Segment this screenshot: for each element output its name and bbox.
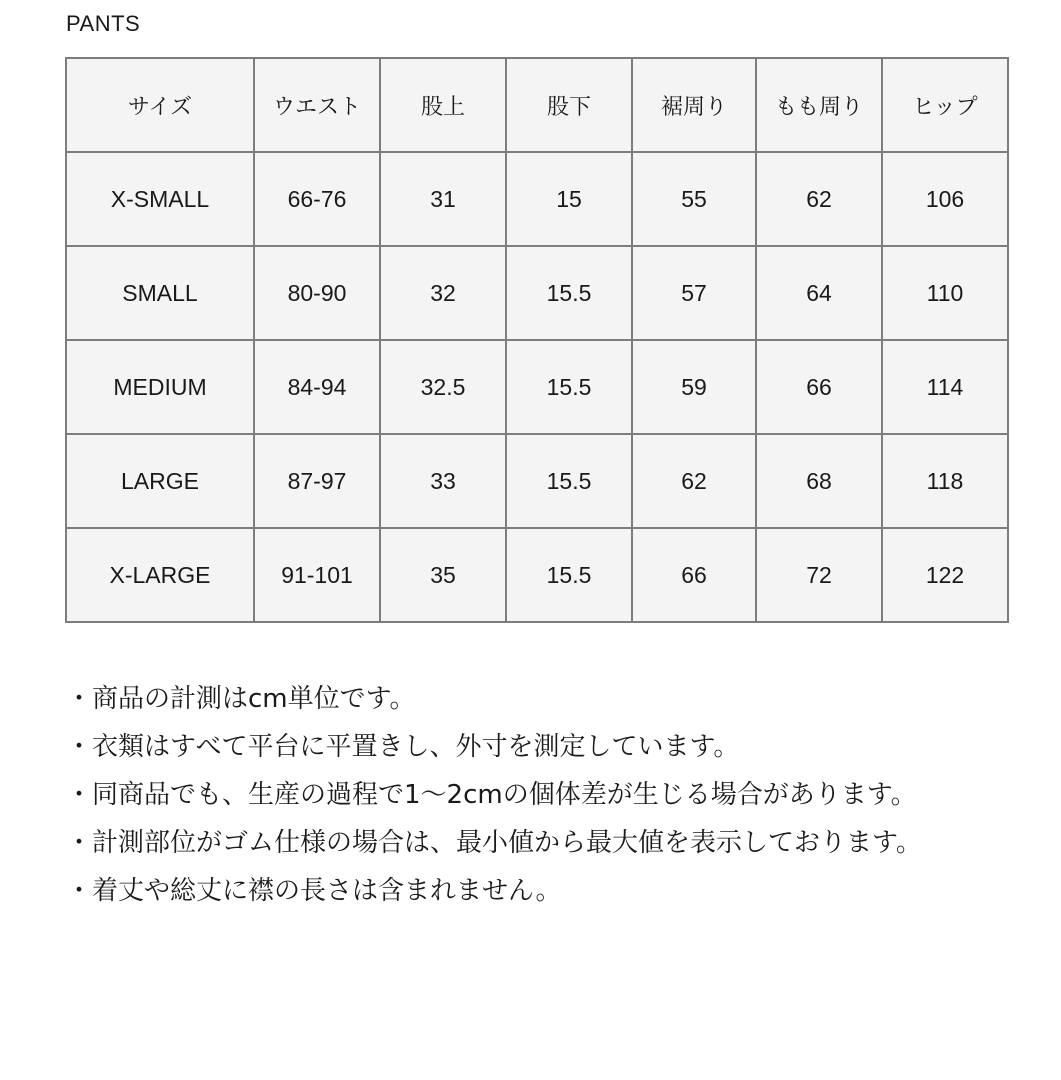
hip-cell: 106 bbox=[882, 152, 1008, 246]
table-header-row bbox=[66, 58, 1008, 152]
hem-cell: 62 bbox=[632, 434, 756, 528]
header-size: サイズ bbox=[66, 58, 254, 152]
header-waist: ウエスト bbox=[254, 58, 380, 152]
note-variance: ・同商品でも、生産の過程で1〜2cmの個体差が生じる場合があります。 bbox=[66, 780, 917, 810]
hem-cell: 59 bbox=[632, 340, 756, 434]
inseam-cell: 15.5 bbox=[506, 528, 632, 622]
thigh-cell: 64 bbox=[756, 246, 882, 340]
table-row bbox=[66, 528, 1008, 622]
size-chart-table bbox=[65, 57, 1009, 623]
hip-cell: 110 bbox=[882, 246, 1008, 340]
header-hip: ヒップ bbox=[882, 58, 1008, 152]
rise-cell: 31 bbox=[380, 152, 506, 246]
table-row bbox=[66, 340, 1008, 434]
rise-cell: 32.5 bbox=[380, 340, 506, 434]
header-rise: 股上 bbox=[380, 58, 506, 152]
rise-cell: 32 bbox=[380, 246, 506, 340]
size-cell: X-SMALL bbox=[66, 152, 254, 246]
note-elastic: ・計測部位がゴム仕様の場合は、最小値から最大値を表示しております。 bbox=[66, 828, 922, 858]
inseam-cell: 15.5 bbox=[506, 340, 632, 434]
hem-cell: 57 bbox=[632, 246, 756, 340]
waist-cell: 87-97 bbox=[254, 434, 380, 528]
hip-cell: 114 bbox=[882, 340, 1008, 434]
header-hem-width: 裾周り bbox=[632, 58, 756, 152]
inseam-cell: 15.5 bbox=[506, 246, 632, 340]
waist-cell: 66-76 bbox=[254, 152, 380, 246]
header-thigh: もも周り bbox=[756, 58, 882, 152]
waist-cell: 91-101 bbox=[254, 528, 380, 622]
inseam-cell: 15 bbox=[506, 152, 632, 246]
table-row bbox=[66, 246, 1008, 340]
thigh-cell: 72 bbox=[756, 528, 882, 622]
hem-cell: 66 bbox=[632, 528, 756, 622]
note-collar: ・着丈や総丈に襟の長さは含まれません。 bbox=[66, 876, 562, 906]
table-row bbox=[66, 152, 1008, 246]
size-cell: SMALL bbox=[66, 246, 254, 340]
waist-cell: 80-90 bbox=[254, 246, 380, 340]
rise-cell: 33 bbox=[380, 434, 506, 528]
size-cell: X-LARGE bbox=[66, 528, 254, 622]
size-cell: MEDIUM bbox=[66, 340, 254, 434]
page-title: PANTS bbox=[66, 11, 141, 36]
hip-cell: 118 bbox=[882, 434, 1008, 528]
measurement-notes bbox=[66, 675, 1016, 915]
hip-cell: 122 bbox=[882, 528, 1008, 622]
thigh-cell: 66 bbox=[756, 340, 882, 434]
note-unit: ・商品の計測はcm単位です。 bbox=[66, 684, 416, 714]
table-row bbox=[66, 434, 1008, 528]
header-inseam: 股下 bbox=[506, 58, 632, 152]
thigh-cell: 68 bbox=[756, 434, 882, 528]
rise-cell: 35 bbox=[380, 528, 506, 622]
inseam-cell: 15.5 bbox=[506, 434, 632, 528]
thigh-cell: 62 bbox=[756, 152, 882, 246]
note-flat-measurement: ・衣類はすべて平台に平置きし、外寸を測定しています。 bbox=[66, 732, 740, 762]
waist-cell: 84-94 bbox=[254, 340, 380, 434]
hem-cell: 55 bbox=[632, 152, 756, 246]
size-cell: LARGE bbox=[66, 434, 254, 528]
